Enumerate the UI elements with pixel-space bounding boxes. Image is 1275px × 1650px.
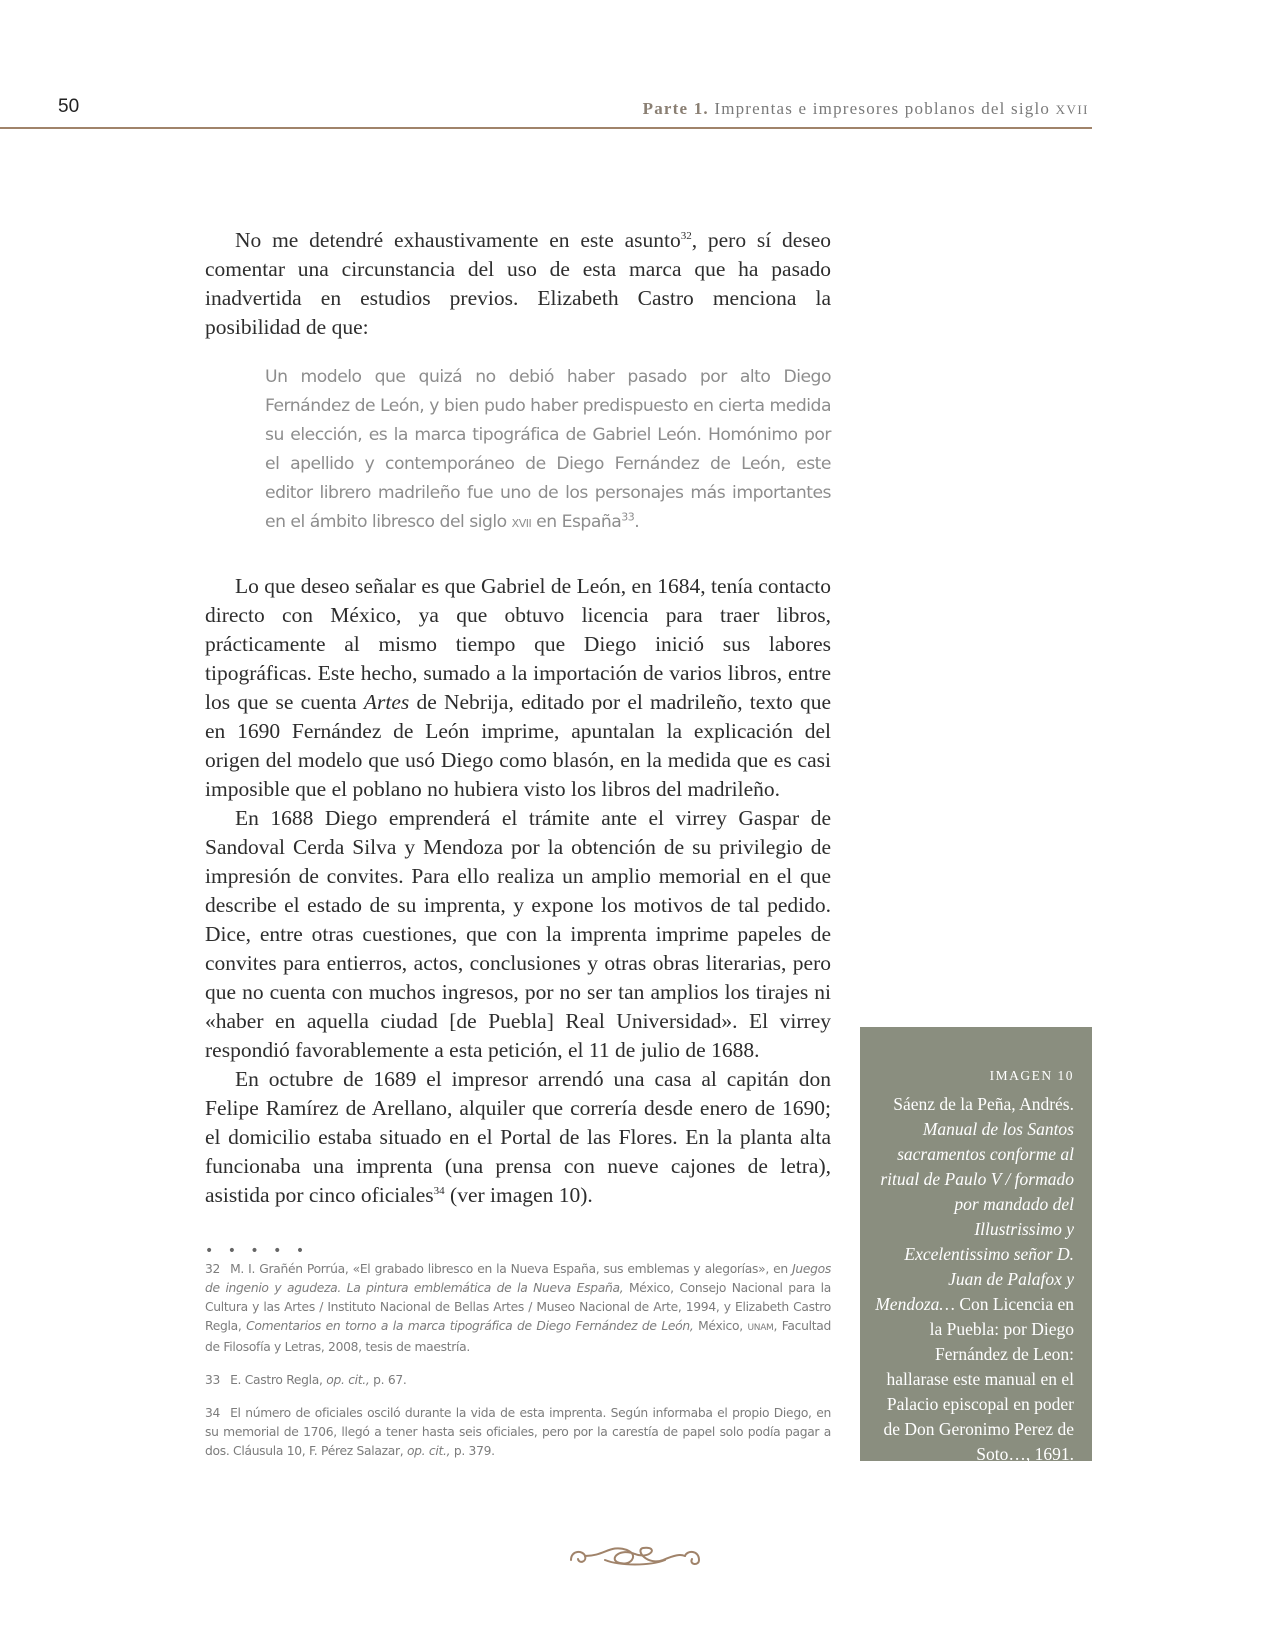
paragraph-1: No me detendré exhaustivamente en este asunto$^{32}$, pero sí deseo comentar una circunstancia del uso de esta marca que ha pasado inadvertida en estudios previos. Elizabeth Castro menciona la posibilidad de que: [205,228,831,339]
paragraph-3: En 1688 Diego emprenderá el trámite ante el virrey Gaspar de Sandoval Cerda Silva y Mendoza por la obtención de su privilegio de impresión de convites. Para ello realiza un amplio memorial en el que describe el estado de su imprenta, y expone los motivos de tal pedido. Dice, entre otras cuestiones, que con la imprenta imprime papeles de convites para entierros, actos, conclusiones y otras obras literarias, pero que no cuenta con muchos ingresos, por no ser tan amplios los tirajes ni «haber en aquella ciudad [de Puebla] Real Universidad». El virrey respondió favorablemente a esta petición, el 11 de julio de 1688. [205,806,831,1062]
caption-imprint: Con Licencia en la Puebla: por Diego Fernández de Leon: hallarase este manual en el Palacio episcopal en poder de Don Geronimo Perez de Soto…, 1691. [883,1294,1074,1464]
footnote-33: 33 E. Castro Regla, op. cit., p. 67. [205,1373,407,1387]
running-head-century: XVII [1055,102,1089,117]
block-quote: Un modelo que quizá no debió haber pasado por alto Diego Fernández de León, y bien pudo haber predispuesto en cierta medida su elección, es la marca tipográfica de Gabriel León. Homónimo por el apellido y contemporáneo de Diego Fernández de León, este editor librero madrileño fue uno de los personajes más importantes en el ámbito libresco del siglo XVII en España$^{33}$. [265,367,831,532]
caption-author: Sáenz de la Peña, Andrés. [893,1094,1074,1114]
paragraph-2: Lo que deseo señalar es que Gabriel de León, en 1684, tenía contacto directo con México, ya que obtuvo licencia para traer libros, prácticamente al mismo tiempo que Diego inició sus labores tipográficas. Este hecho, sumado a la importación de varios libros, entre los que se cuenta Artes de Nebrija, editado por el madrileño, texto que en 1690 Fernández de León imprime, apuntalan la explicación del origen del modelo que usó Diego como blasón, en la medida que es casi imposible que el poblano no hubiera visto los libros del madrileño. [205,574,831,801]
footnote-ref-34: 34 [433,1184,445,1197]
footnote-separator: • • • • • [205,1243,310,1259]
part-label: Parte 1. [642,99,709,118]
main-text [205,226,831,1210]
footnote-ref-33: 33 [621,510,635,524]
paragraph-4: En octubre de 1689 el impresor arrendó una casa al capitán don Felipe Ramírez de Arellano, alquiler que correría desde enero de 1690; el domicilio estaba situado en el Portal de las Flores. En la planta alta funcionaba una imprenta (una prensa con nueve cajones de letra), asistida por cinco oficiales$^{34}$ (ver imagen 10). [205,1067,831,1207]
caption-title: Manual de los Santos sacramentos conforme al ritual de Paulo V / formado por mandado del Illustrissimo y Excelentissimo señor D. Juan de Palafox y Mendoza… [875,1119,1074,1314]
running-head [643,99,1089,119]
page-number: 50 [58,96,80,117]
footnote-32: 32 M. I. Grañén Porrúa, «El grabado libresco en la Nueva España, sus emblemas y alegorías», en Juegos de ingenio y agudeza. La pintura emblemática de la Nueva España, México, Consejo Nacional para la Cultura y las Artes / Instituto Nacional de Bellas Artes / Museo Nacional de Arte, 1994, y Elizabeth Castro Regla, Comentarios en torno a la marca tipográfica de Diego Fernández de León, México, UNAM, Facultad de Filosofía y Letras, 2008, tesis de maestría. [205,1262,831,1354]
footnotes [205,1244,831,1475]
flourish-ornament-icon [565,1540,705,1572]
image-caption [860,1027,1092,1489]
footnote-34: 34 El número de oficiales osciló durante la vida de esta imprenta. Según informaba el propio Diego, en su memorial de 1706, llegó a tener hasta seis oficiales, pero por la carestía de papel solo podía pagar a dos. Cláusula 10, F. Pérez Salazar, op. cit., p. 379. [205,1406,831,1458]
footnote-ref-32: 32 [680,229,692,242]
caption-label: IMAGEN 10 [989,1068,1074,1083]
caption-ref: Ref. 32071 [996,1469,1074,1489]
running-head-title: Imprentas e impresores poblanos del siglo [714,99,1051,118]
header-rule [0,127,1092,129]
